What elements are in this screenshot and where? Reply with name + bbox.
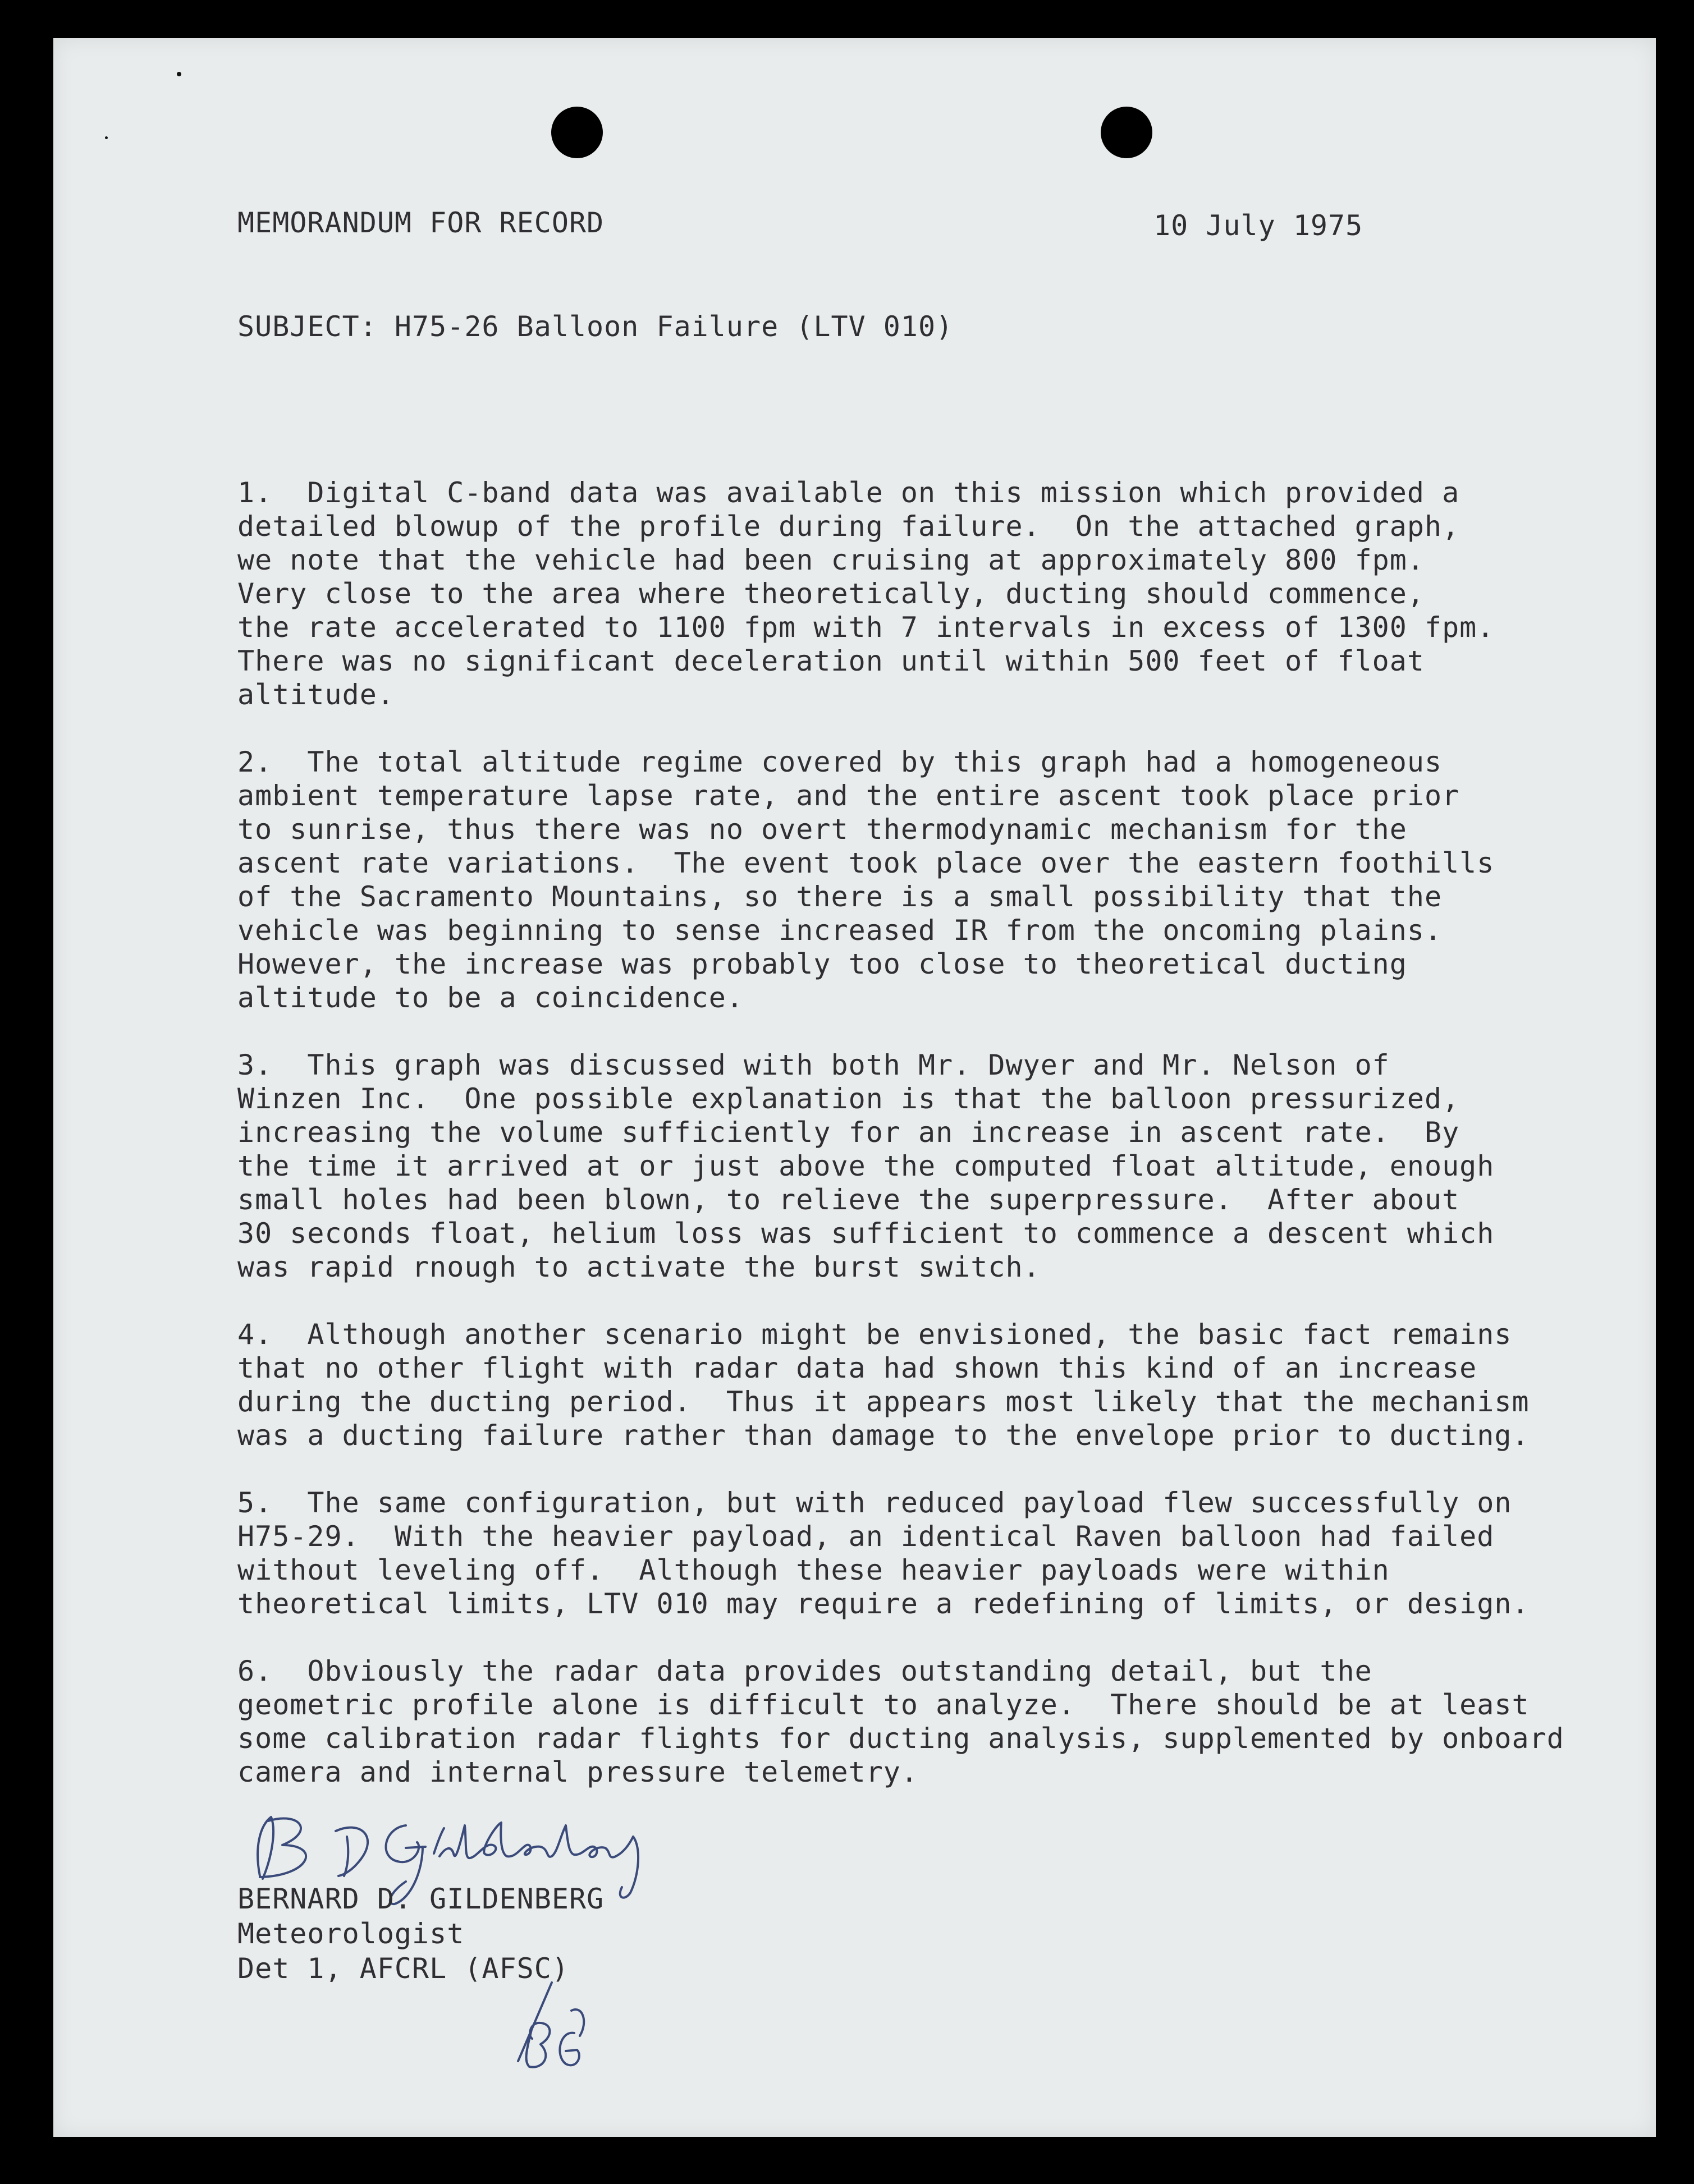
- signer-organization: Det 1, AFCRL (AFSC): [237, 1952, 569, 1985]
- memo-title: MEMORANDUM FOR RECORD: [237, 207, 605, 239]
- paper-speck: [177, 72, 181, 76]
- signature-area: [237, 1814, 855, 2128]
- signer-name: BERNARD D. GILDENBERG: [237, 1883, 605, 1915]
- punch-hole-right: [1101, 107, 1152, 158]
- memo-subject: SUBJECT: H75-26 Balloon Failure (LTV 010): [237, 310, 954, 343]
- paragraph-6: 6. Obviously the radar data provides outstanding detail, but the geometric profile alone is difficult to analyze. There should be at least some calibration radar flights for ducting analysis, supplemented by onboard camera and internal pressure telemetry.: [237, 1655, 1564, 1788]
- paragraph-5: 5. The same configuration, but with reduced payload flew successfully on H75-29. With the heavier payload, an identical Raven balloon had failed without leveling off. Although these heavier payloads were within theoretical limits, LTV 010 may require a redefining of limits, or design.: [237, 1486, 1530, 1620]
- punch-hole-left: [551, 107, 603, 158]
- paragraph-4: 4. Although another scenario might be envisioned, the basic fact remains that no other flight with radar data had shown this kind of an increase during the ducting period. Thus it appears most likely that the mechanism was a ducting failure rather than damage to the envelope prior to ducting.: [237, 1318, 1530, 1452]
- signature-block: [237, 1882, 604, 1986]
- paper-speck: [105, 136, 108, 139]
- paragraph-3: 3. This graph was discussed with both Mr. Dwyer and Mr. Nelson of Winzen Inc. One possible explanation is that the balloon pressurized, increasing the volume sufficiently for an increase in ascent rate. By the time it arrived at or just above the computed float altitude, enough small holes had been blown, to relieve the superpressure. After about 30 seconds float, helium loss was sufficient to commence a descent which was rapid rnough to activate the burst switch.: [237, 1049, 1495, 1283]
- paragraph-1: 1. Digital C-band data was available on this mission which provided a detailed blowup of the profile during failure. On the attached graph, we note that the vehicle had been cruising at approximately 800 fpm. Very close to the area where theoretically, ducting should commence, the rate accelerated to 1100 fpm with 7 intervals in excess of 1300 fpm. There was no significant deceleration until within 500 feet of float altitude.: [237, 476, 1495, 711]
- memo-date: 10 July 1975: [1153, 209, 1363, 242]
- memo-body: [237, 476, 1585, 1823]
- signer-title: Meteorologist: [237, 1917, 465, 1950]
- paragraph-2: 2. The total altitude regime covered by this graph had a homogeneous ambient temperature lapse rate, and the entire ascent took place prior to sunrise, thus there was no overt thermodynamic mechanism for the ascent rate variations. The event took place over the eastern foothills of the Sacramento Mountains, so there is a small possibility that the vehicle was beginning to sense increased IR from the oncoming plains. However, the increase was probably too close to theoretical ducting altitude to be a coincidence.: [237, 746, 1495, 1014]
- memo-page: [53, 38, 1656, 2137]
